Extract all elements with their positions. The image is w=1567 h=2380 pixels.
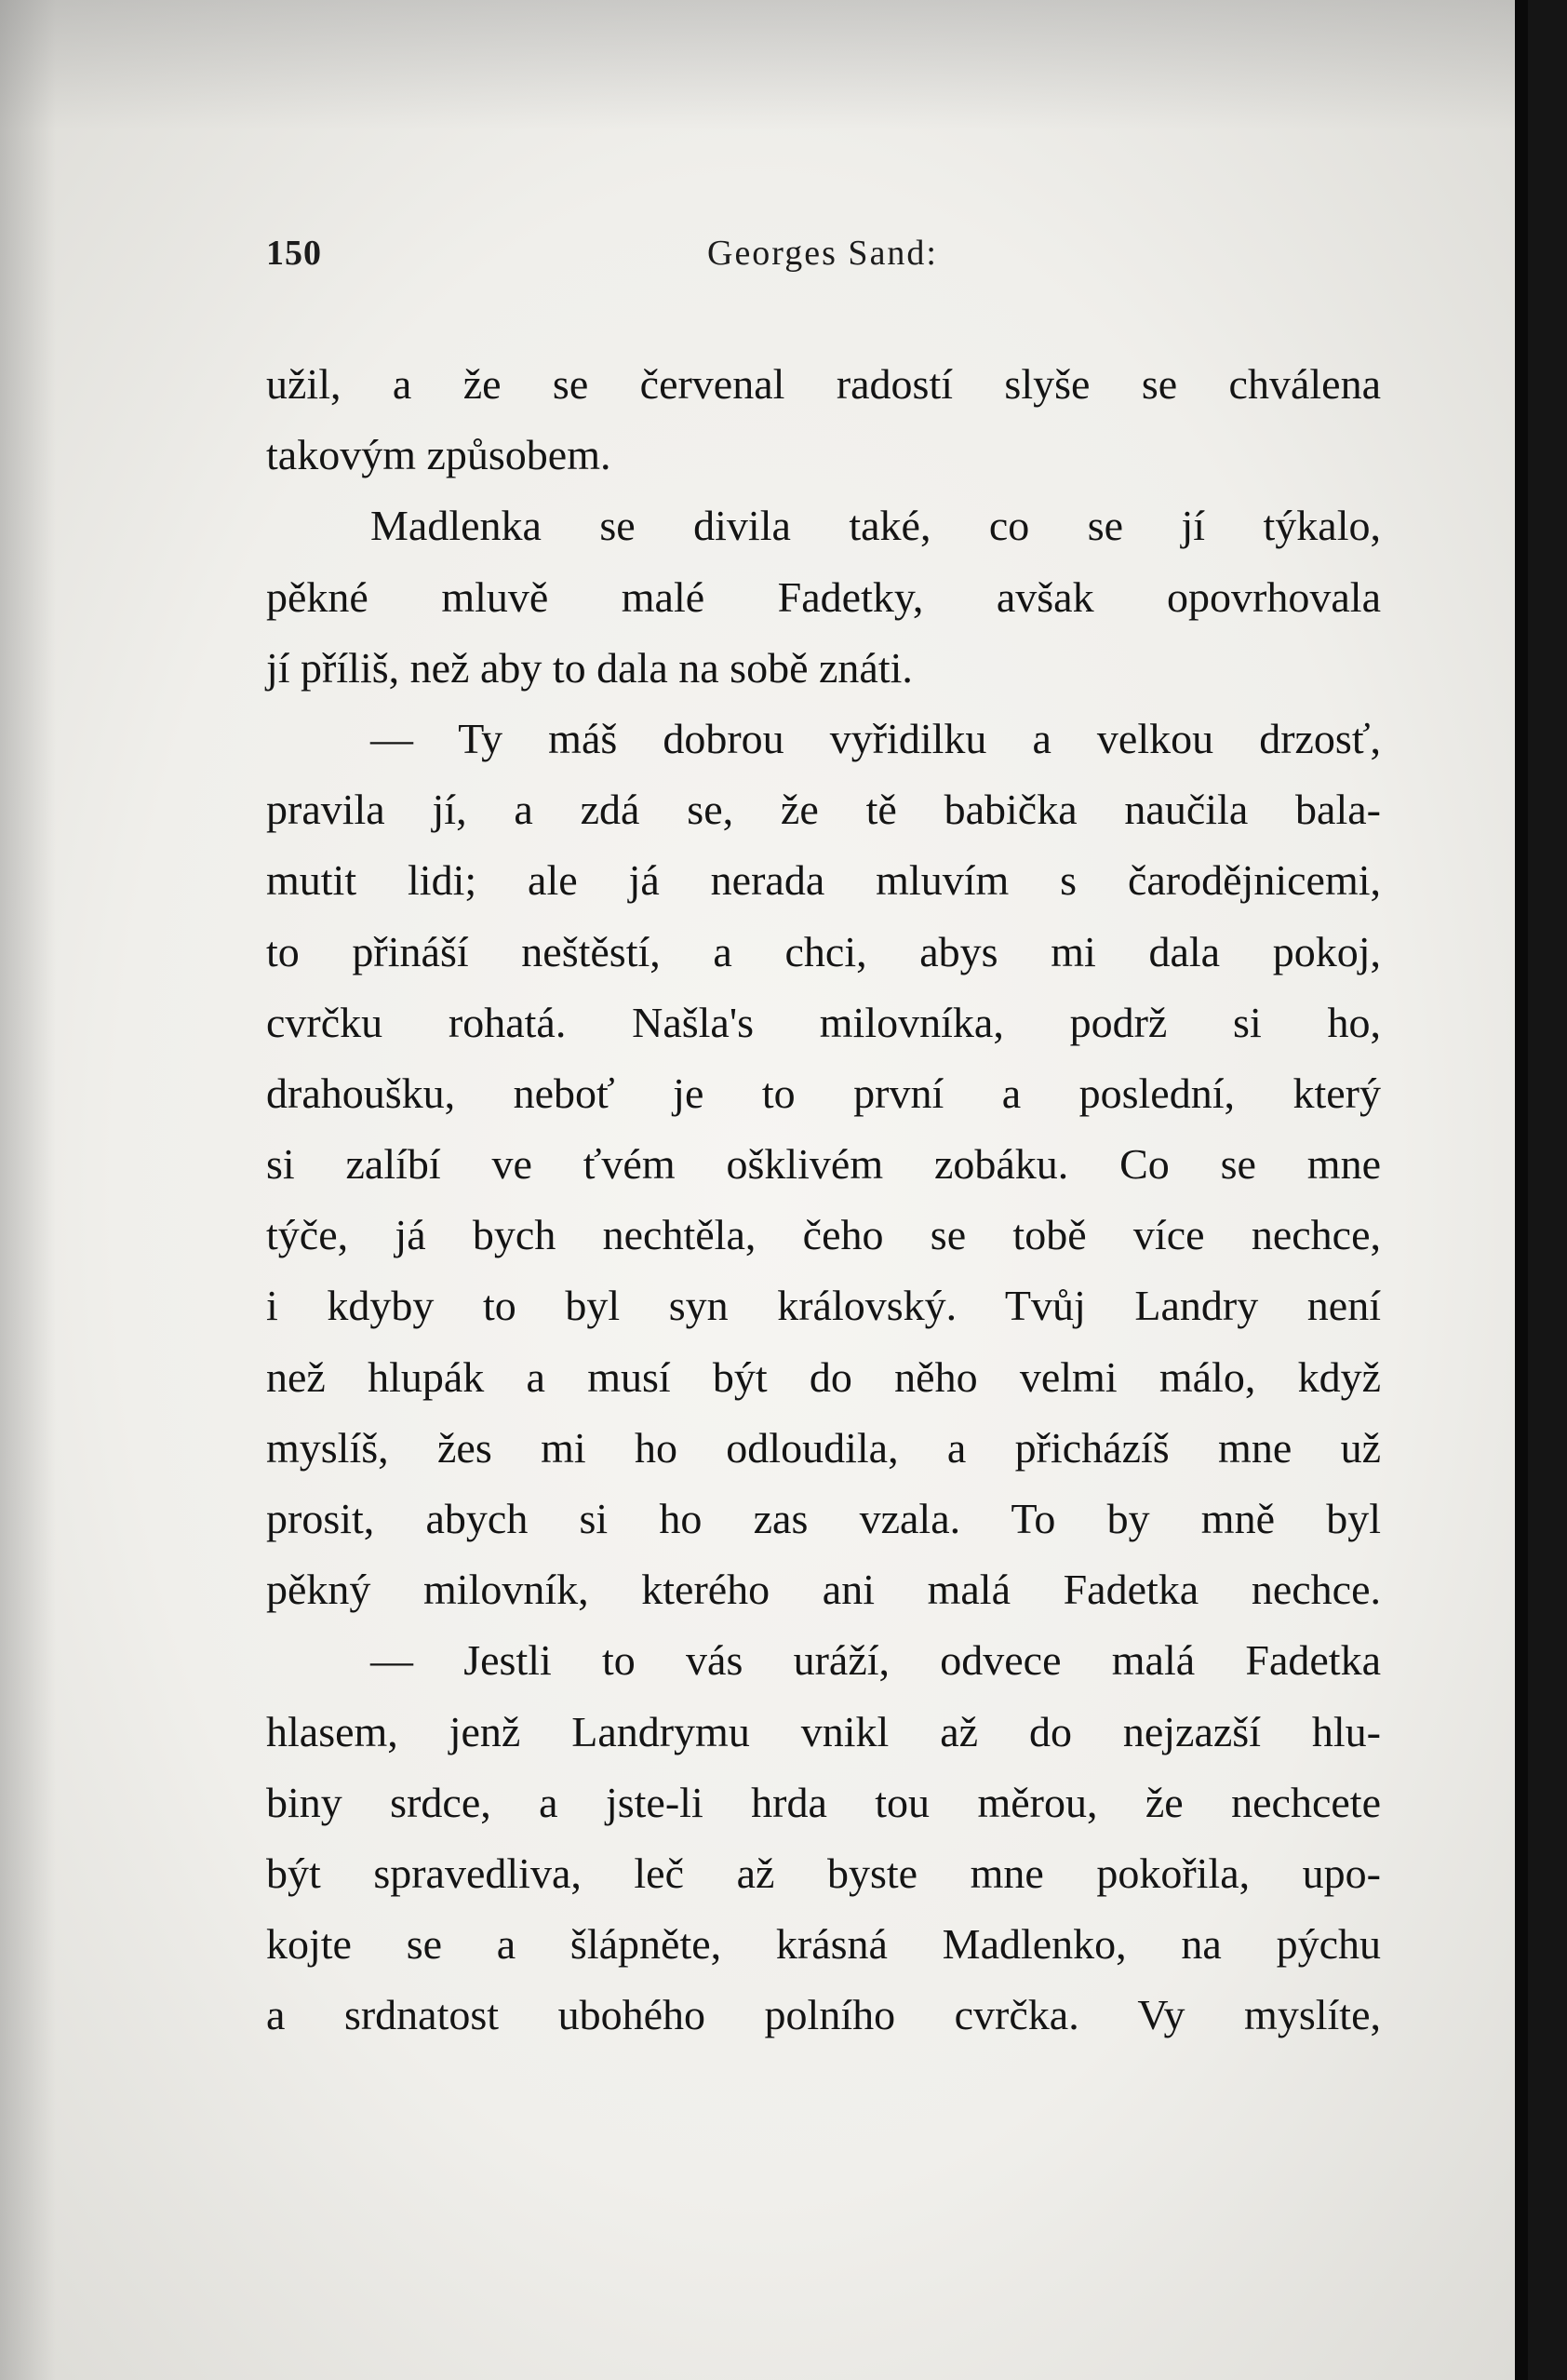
text-line: to přináší neštěstí, a chci, abys mi dala pokoj,: [266, 927, 1381, 975]
page-gutter-shadow: [0, 0, 56, 2380]
text-line: být spravedliva, leč až byste mne pokořila, upo-: [266, 1849, 1381, 1897]
text-line: myslíš, žes mi ho odloudila, a přicházíš mne už: [266, 1423, 1381, 1472]
page-edge-rule: [1515, 0, 1528, 2380]
text-line: prosit, abych si ho zas vzala. To by mně byl: [266, 1495, 1381, 1542]
text-line: kojte se a šlápněte, krásná Madlenko, na pýchu: [266, 1920, 1381, 1969]
text-line: — Jestli to vás uráží, odvece malá Fadetka: [370, 1636, 1381, 1685]
text-line: — Ty máš dobrou vyřidilku a velkou drzosť,: [370, 714, 1381, 762]
text-line: drahoušku, neboť je to první a poslední, který: [266, 1069, 1381, 1117]
text-line: jí příliš, než aby to dala na sobě znáti.: [266, 643, 913, 692]
text-line: cvrčku rohatá. Našla's milovníka, podrž si ho,: [266, 998, 1381, 1046]
text-line: si zalíbí ve ťvém ošklivém zobáku. Co se mne: [266, 1140, 1381, 1189]
text-line: a srdnatost ubohého polního cvrčka. Vy myslíte,: [266, 1991, 1381, 2039]
scan-border: [1528, 0, 1567, 2380]
page-top-shadow: [0, 0, 1515, 130]
text-line: pěkný milovník, kterého ani malá Fadetka nechce.: [266, 1566, 1381, 1614]
text-line: pěkné mluvě malé Fadetky, avšak opovrhovala: [266, 572, 1381, 621]
text-line: než hlupák a musí být do něho velmi málo, když: [266, 1352, 1381, 1401]
text-line: mutit lidi; ale já nerada mluvím s čarodějnicemi,: [266, 856, 1381, 905]
text-line: i kdyby to byl syn královský. Tvůj Landry není: [266, 1282, 1381, 1330]
text-line: pravila jí, a zdá se, že tě babička naučila bala-: [266, 786, 1381, 834]
text-line: týče, já bych nechtěla, čeho se tobě více nechce,: [266, 1211, 1381, 1259]
text-line: biny srdce, a jste-li hrda tou měrou, že nechcete: [266, 1778, 1381, 1826]
running-head: Georges Sand:: [707, 234, 938, 273]
text-line: takovým způsobem.: [266, 431, 611, 479]
text-line: hlasem, jenž Landrymu vnikl až do nejzazší hlu-: [266, 1707, 1381, 1755]
page-number: 150: [266, 234, 322, 273]
page-header: [266, 233, 1383, 289]
body-text: [266, 349, 1381, 2051]
text-line: Madlenka se divila také, co se jí týkalo,: [370, 502, 1381, 550]
text-line: užil, a že se červenal radostí slyše se chválena: [266, 360, 1381, 408]
